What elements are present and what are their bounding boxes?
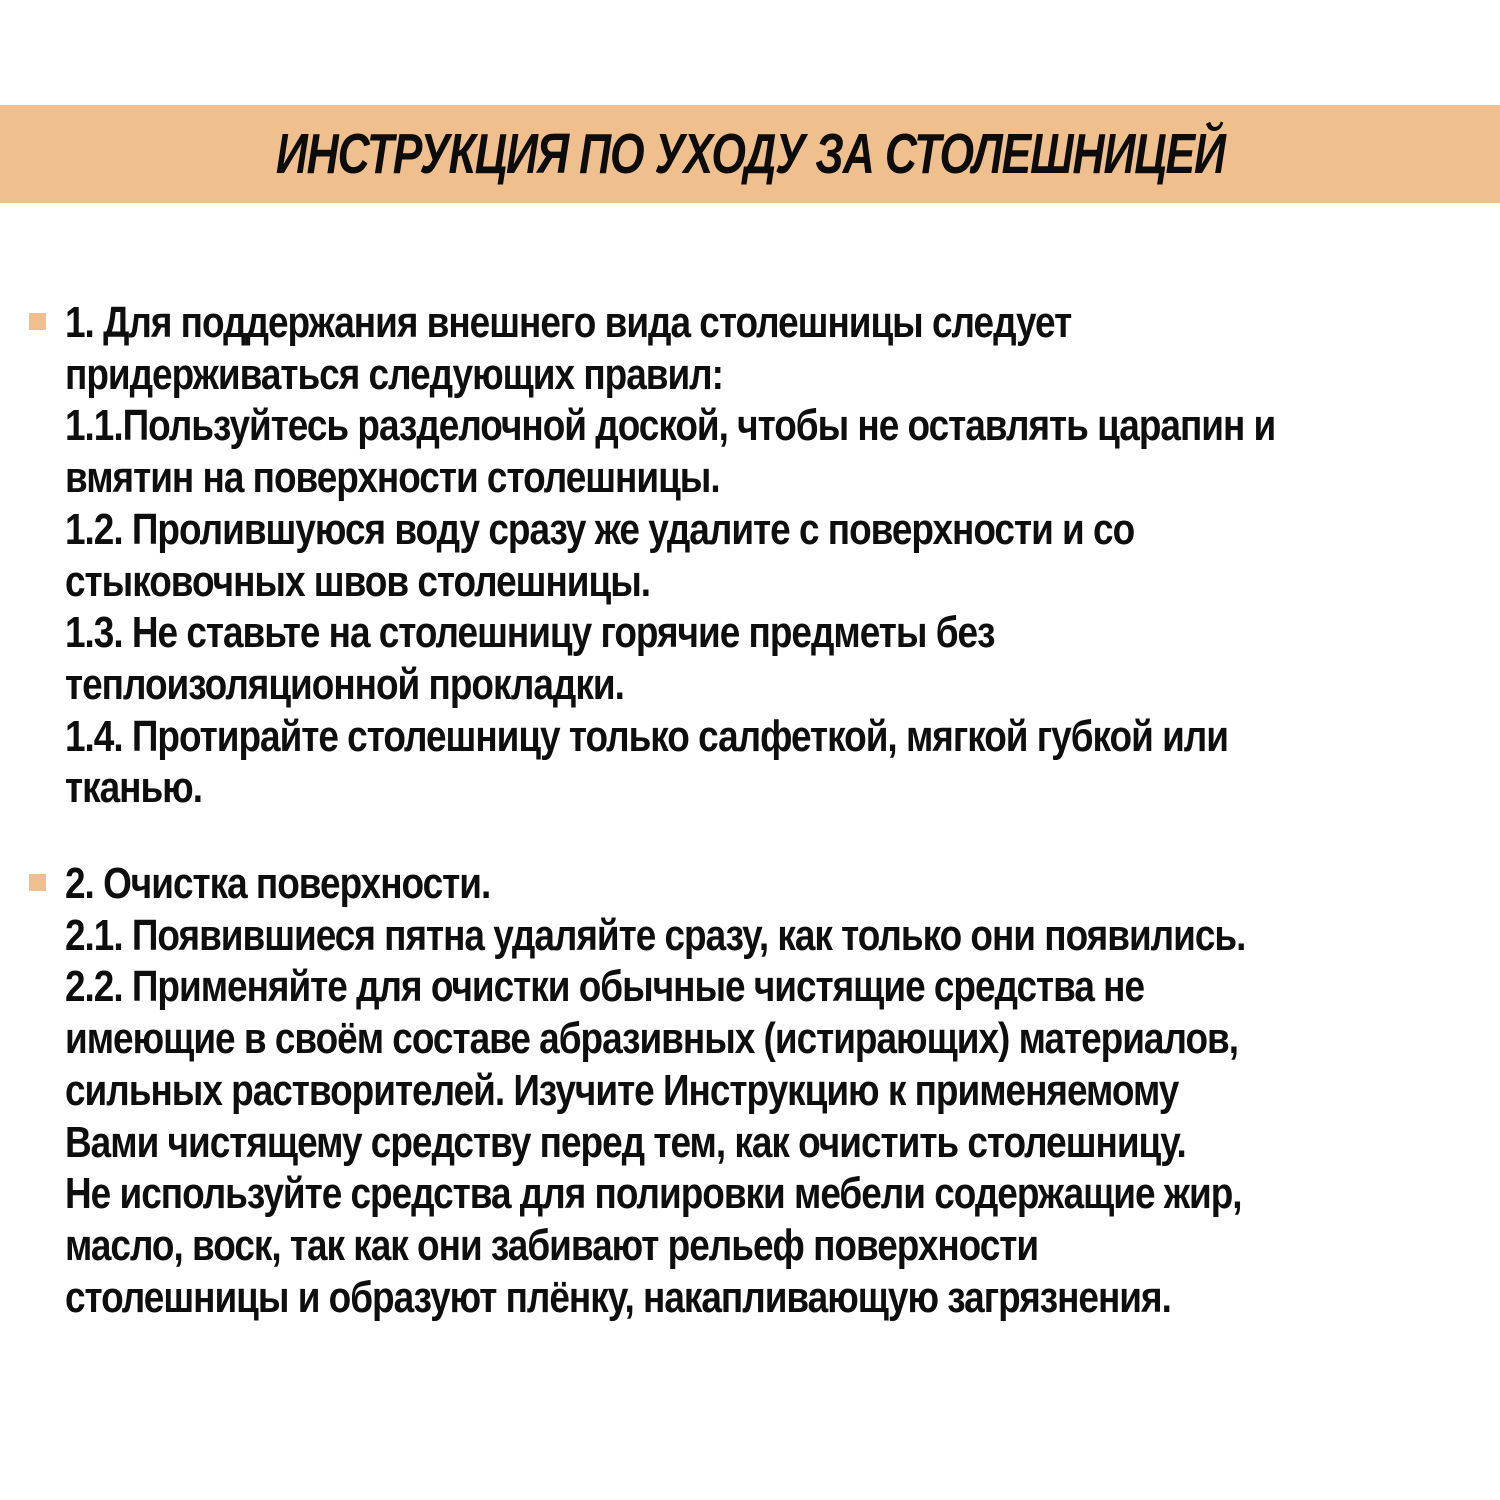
text-line: масло, воск, так как они забивают рельеф поверхности <box>65 1220 1039 1270</box>
text-line: столешницы и образуют плёнку, накапливающую загрязнения. <box>65 1272 1171 1322</box>
text-line: тканью. <box>65 763 202 813</box>
text-line: теплоизоляционной прокладки. <box>65 659 624 709</box>
text-line: сильных растворителей. Изучите Инструкцию к применяемому <box>65 1065 1179 1115</box>
text-line: имеющие в своём составе абразивных (истирающих) материалов, <box>65 1014 1238 1064</box>
text-line: 1.3. Не ставьте на столешницу горячие предметы без <box>65 608 995 658</box>
text-line: 2.2. Применяйте для очистки обычные чистящие средства не <box>65 962 1145 1012</box>
text-line: 1. Для поддержания внешнего вида столешницы следует <box>65 298 1072 347</box>
title-band <box>0 105 1500 203</box>
section-surface-cleaning <box>65 858 1465 1323</box>
text-line: 2.1. Появившиеся пятна удаляйте сразу, как только они появились. <box>65 910 1246 960</box>
text-line: придерживаться следующих правил: <box>65 349 723 399</box>
text-line: 1.2. Пролившуюся воду сразу же удалите с поверхности и со <box>65 504 1135 554</box>
text-line: стыковочных швов столешницы. <box>65 556 651 606</box>
page-title: ИНСТРУКЦИЯ ПО УХОДУ ЗА СТОЛЕШНИЦЕЙ <box>275 122 1225 186</box>
section-care-rules <box>65 297 1465 814</box>
text-line: вмятин на поверхности столешницы. <box>65 453 720 503</box>
text-line: 1.4. Протирайте столешницу только салфеткой, мягкой губкой или <box>65 711 1228 761</box>
square-bullet-icon <box>29 874 46 891</box>
text-line: 2. Очистка поверхности. <box>65 859 491 909</box>
text-line: Не используйте средства для полировки мебели содержащие жир, <box>65 1169 1242 1219</box>
document-body <box>65 297 1465 1323</box>
square-bullet-icon <box>29 313 46 330</box>
text-line: Вами чистящему средству перед тем, как очистить столешницу. <box>65 1117 1186 1167</box>
text-line: 1.1.Пользуйтесь разделочной доской, чтобы не оставлять царапин и <box>65 401 1276 451</box>
